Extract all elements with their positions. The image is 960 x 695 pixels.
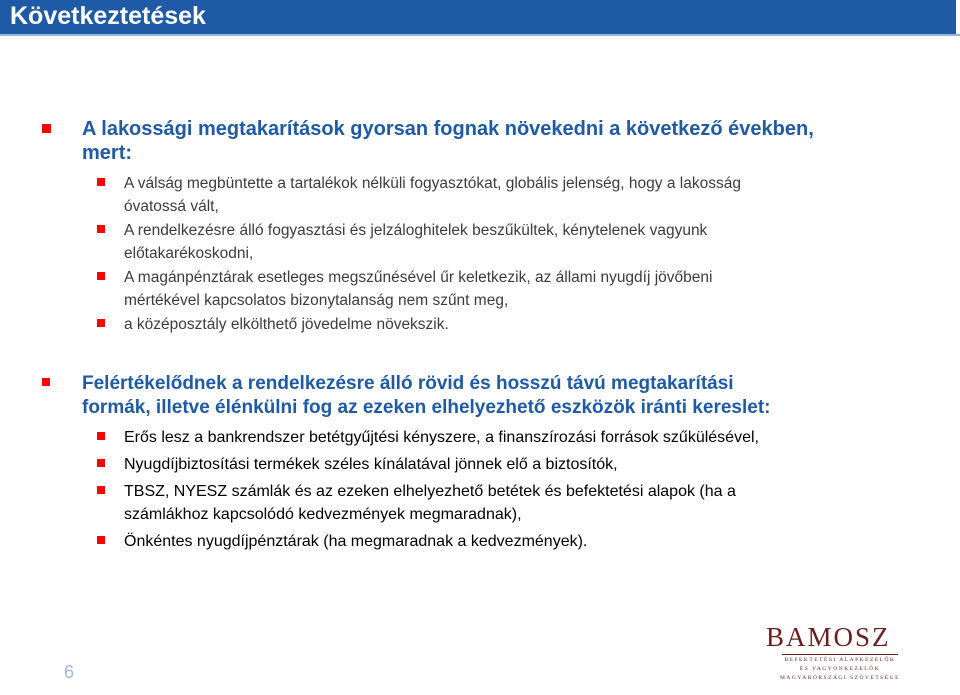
list-item-line: A magánpénztárak esetleges megszűnésével űr keletkezik, az állami nyugdíj jövőbeni [124,269,713,286]
logo-subtitle-line: ÉS VAGYONKEZELŐK [799,666,881,672]
bullet-icon [97,178,105,186]
slide-title: Következtetések [10,2,206,30]
logo-subtitle-line: BEFEKTETÉSI ALAPKEZELŐK [784,657,896,663]
bullet-icon [42,378,50,386]
bullet-icon [97,536,105,544]
list-item-line: A rendelkezésre álló fogyasztási és jelzáloghitelek beszűkültek, kénytelenek vagyunk [124,222,708,239]
list-item-line: előtakarékoskodni, [124,245,254,262]
section-heading-line: formák, illetve élénkülni fog az ezeken elhelyezhető eszközök iránti kereslet: [82,397,771,418]
list-item-line: a középosztály elkölthető jövedelme növekszik. [124,316,449,333]
list-item-line: számlákhoz kapcsolódó kedvezmények megmaradnak), [124,506,522,523]
list-item-line: Önkéntes nyugdíjpénztárak (ha megmaradnak a kedvezmények). [124,533,588,550]
bullet-icon [97,272,105,280]
bullet-icon [97,225,105,233]
bullet-icon [97,459,105,467]
list-item-line: Nyugdíjbiztosítási termékek széles kínálatával jönnek elő a biztosítók, [124,456,618,473]
bullet-icon [42,124,51,133]
list-item-line: A válság megbüntette a tartalékok nélküli fogyasztókat, globális jelenség, hogy a lakosság [124,175,741,192]
page-number: 6 [64,662,75,682]
bamosz-logo [760,622,920,682]
list-item-line: TBSZ, NYESZ számlák és az ezeken elhelyezhető betétek és befektetési alapok (ha a [124,483,736,500]
logo-wordmark: BAMOSZ [766,622,891,652]
bullet-icon [97,486,105,494]
bullet-icon [97,319,105,327]
section-heading-line: Felértékelődnek a rendelkezésre álló rövid és hosszú távú megtakarítási [82,373,734,394]
bullet-icon [97,432,105,440]
section-heading-line: A lakossági megtakarítások gyorsan fognak növekedni a következő években, [82,118,814,140]
logo-subtitle-line: MAGYARORSZÁGI SZÖVETSÉGE [780,675,900,681]
list-item-line: mértékével kapcsolatos bizonytalanság nem szűnt meg, [124,292,509,309]
logo-divider [782,654,898,655]
list-item-line: óvatossá vált, [124,198,219,215]
section-heading-line: mert: [82,142,133,164]
list-item-line: Erős lesz a bankrendszer betétgyűjtési kényszere, a finanszírozási források szűkülésével, [124,429,759,446]
